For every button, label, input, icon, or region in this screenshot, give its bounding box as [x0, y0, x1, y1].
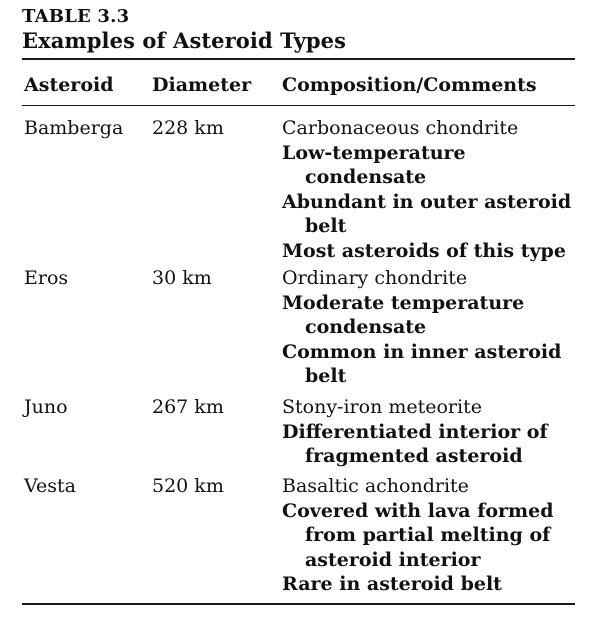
- table-title: Examples of Asteroid Types: [22, 27, 347, 53]
- comment: Moderate temperature condensate: [282, 291, 525, 338]
- composition-type: Basaltic achondrite: [282, 475, 469, 497]
- composition-cell: [282, 116, 582, 263]
- asteroid-diameter: 30 km: [152, 267, 212, 289]
- comment: Covered with lava formed from partial melting of asteroid interior: [282, 499, 554, 571]
- comment: Common in inner asteroid belt: [282, 340, 562, 387]
- asteroid-name: Juno: [24, 396, 68, 418]
- header-composition: Composition/Comments: [282, 74, 537, 96]
- header-asteroid: Asteroid: [24, 74, 114, 96]
- asteroid-name: Bamberga: [24, 117, 124, 139]
- comment: Low-temperature condensate: [282, 141, 466, 188]
- asteroid-diameter: 267 km: [152, 396, 224, 418]
- composition-type: Ordinary chondrite: [282, 267, 468, 289]
- composition-cell: [282, 395, 582, 469]
- asteroid-diameter: 520 km: [152, 475, 224, 497]
- asteroid-name: Eros: [24, 267, 69, 289]
- comment: Most asteroids of this type: [282, 239, 566, 262]
- composition-type: Carbonaceous chondrite: [282, 117, 519, 139]
- comment: Rare in asteroid belt: [282, 573, 502, 595]
- composition-type: Stony-iron meteorite: [282, 396, 482, 418]
- bottom-rule: [22, 603, 575, 605]
- header-rule: [22, 105, 575, 106]
- asteroid-diameter: 228 km: [152, 117, 224, 139]
- composition-cell: [282, 474, 582, 597]
- table-number: TABLE 3.3: [22, 6, 130, 27]
- table-caption: [22, 6, 346, 53]
- comment: Abundant in outer asteroid belt: [282, 190, 572, 237]
- composition-cell: [282, 266, 582, 389]
- header-diameter: Diameter: [152, 74, 252, 96]
- asteroid-name: Vesta: [24, 475, 76, 497]
- top-rule: [22, 58, 575, 60]
- comment: Differentiated interior of fragmented asteroid: [282, 420, 548, 467]
